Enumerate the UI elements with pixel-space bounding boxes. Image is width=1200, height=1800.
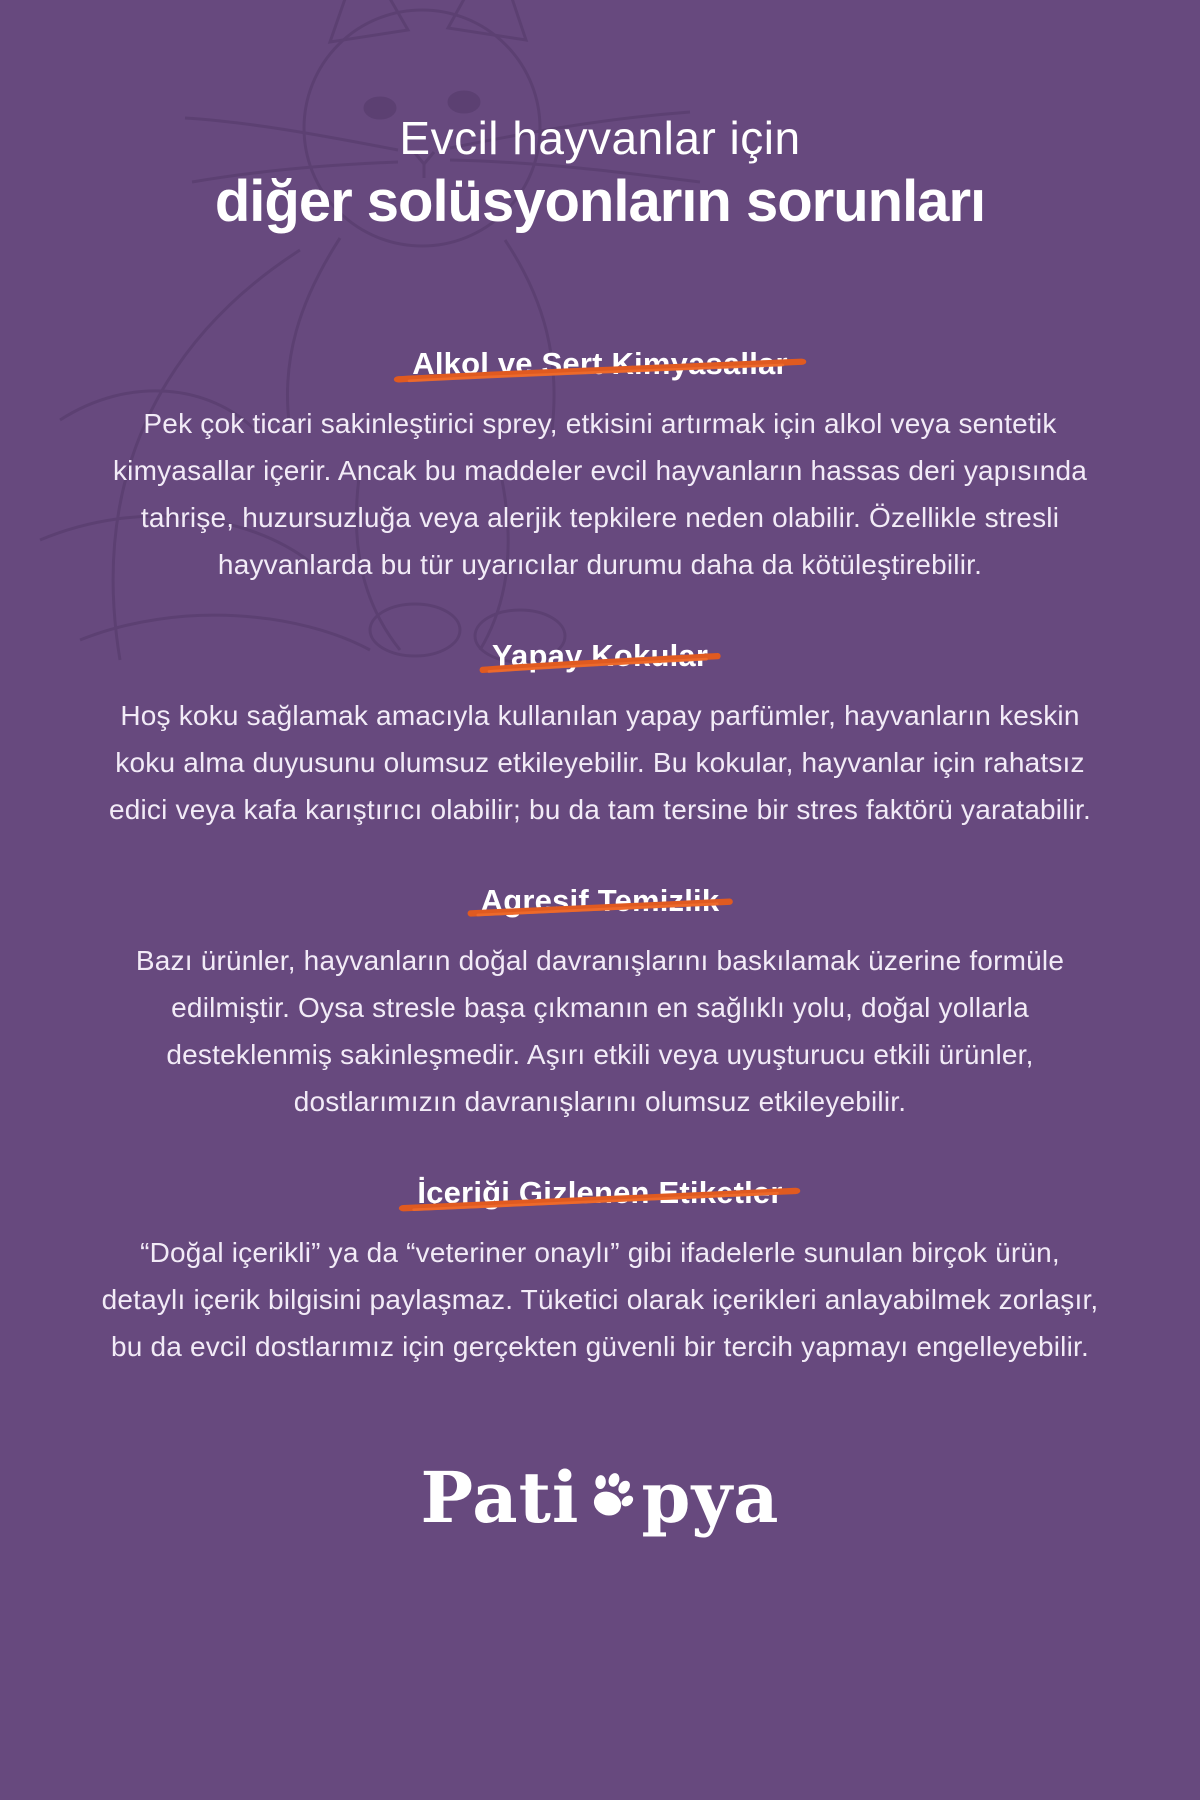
section-heading [95, 879, 1105, 923]
brand-text-suffix: pya [641, 1456, 780, 1539]
section-aggressive-cleaning [95, 879, 1105, 1125]
section-alcohol-chemicals [95, 342, 1105, 588]
section-body: “Doğal içerikli” ya da “veteriner onaylı” gibi ifadelerle sunulan birçok ürün, detaylı içerik bilgisini paylaşmaz. Tüketici olarak içerikleri anlayabilmek zorlaşır, bu da evcil dostlarımız için gerçekten güvenli bir tercih yapmayı engelleyebilir. [101, 1237, 1099, 1362]
section-heading-text: Yapay Kokular [491, 638, 709, 673]
header [215, 112, 985, 238]
page-title-line1: Evcil hayvanlar için [399, 112, 801, 164]
brand-text-prefix: Pati [420, 1456, 580, 1539]
section-body: Bazı ürünler, hayvanların doğal davranışlarını baskılamak üzerine formüle edilmiştir. Oysa stresle başa çıkmanın en sağlıklı yolu, doğal yollarla desteklenmiş sakinleşmedir. Aşırı etkili veya uyuşturucu etkili ürünler, dostlarımızın davranışlarını olumsuz etkileyebilir. [135, 945, 1065, 1117]
section-body: Pek çok ticari sakinleştirici sprey, etkisini artırmak için alkol veya sentetik kimyasallar içerir. Ancak bu maddeler evcil hayvanların hassas deri yapısında tahrişe, huzursuzluğa veya alerjik tepkilere neden olabilir. Özellikle stresli hayvanlarda bu tür uyarıcılar durumu daha da kötüleştirebilir. [112, 408, 1088, 580]
section-artificial-scents [95, 634, 1105, 833]
section-heading-text: Alkol ve Sert Kimyasallar [412, 346, 788, 381]
section-hidden-ingredients [95, 1171, 1105, 1370]
sections-list [95, 342, 1105, 1370]
section-heading [95, 634, 1105, 678]
section-heading-text: İçeriği Gizlenen Etiketler [417, 1175, 783, 1210]
section-heading [95, 342, 1105, 386]
page-title-line2: diğer solüsyonların sorunları [214, 169, 986, 234]
section-body: Hoş koku sağlamak amacıyla kullanılan yapay parfümler, hayvanların keskin koku alma duyusunu olumsuz etkileyebilir. Bu kokular, hayvanlar için rahatsız edici veya kafa karıştırıcı olabilir; bu da tam tersine bir stres faktörü yaratabilir. [108, 700, 1092, 825]
section-heading-text: Agresif Temizlik [480, 883, 720, 918]
footer [420, 1458, 779, 1538]
brand-logo [420, 1458, 779, 1538]
paw-icon [582, 1466, 640, 1524]
section-heading [95, 1171, 1105, 1215]
